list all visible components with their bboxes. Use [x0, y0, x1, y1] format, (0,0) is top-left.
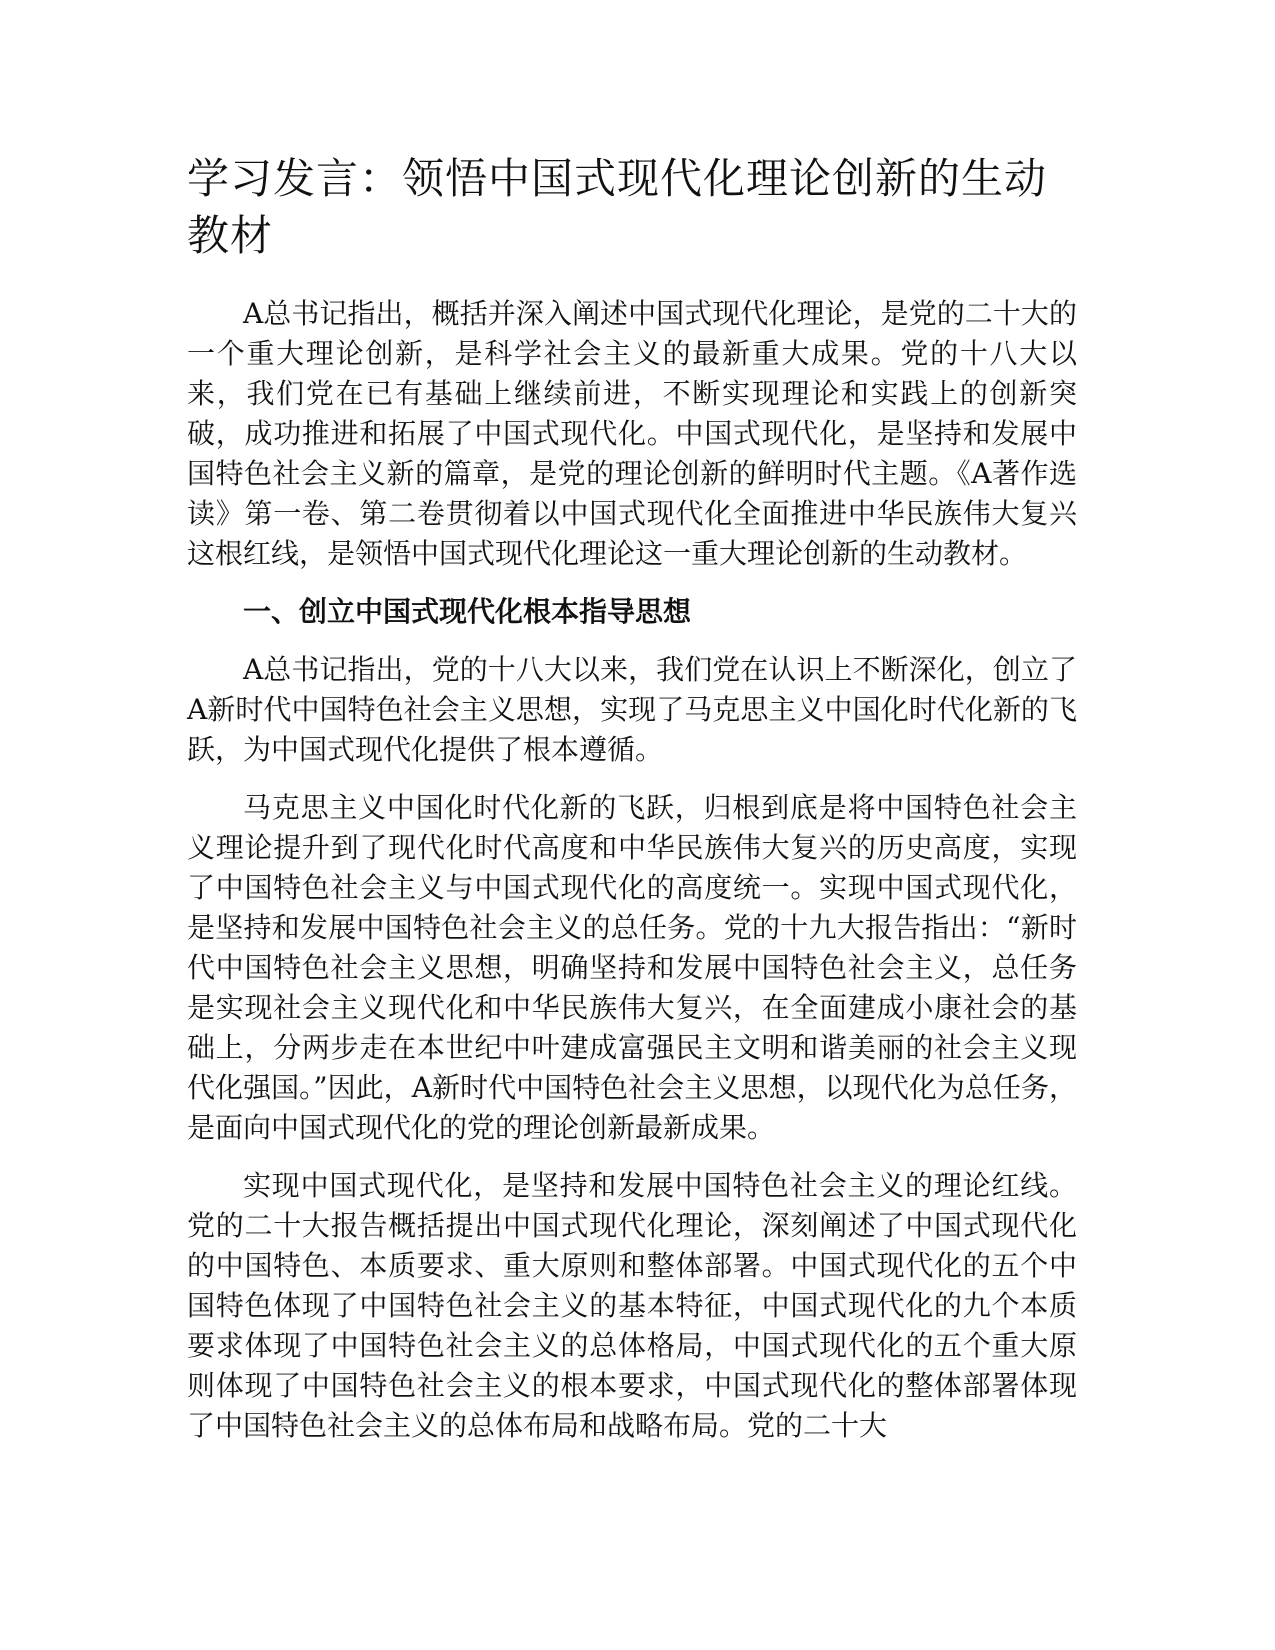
document-page [187, 150, 1077, 1464]
body-paragraph-2: 马克思主义中国化时代化新的飞跃，归根到底是将中国特色社会主义理论提升到了现代化时代高度和中华民族伟大复兴的历史高度，实现了中国特色社会主义与中国式现代化的高度统一。实现中国式现代化，是坚持和发展中国特色社会主义的总任务。党的十九大报告指出：“新时代中国特色社会主义思想，明确坚持和发展中国特色社会主义，总任务是实现社会主义现代化和中华民族伟大复兴，在全面建成小康社会的基础上，分两步走在本世纪中叶建成富强民主文明和谐美丽的社会主义现代化强国。”因此，A新时代中国特色社会主义思想，以现代化为总任务，是面向中国式现代化的党的理论创新最新成果。 [187, 791, 1077, 1144]
intro-paragraph: A总书记指出，概括并深入阐述中国式现代化理论，是党的二十大的一个重大理论创新，是科学社会主义的最新重大成果。党的十八大以来，我们党在已有基础上继续前进，不断实现理论和实践上的创新突破，成功推进和拓展了中国式现代化。中国式现代化，是坚持和发展中国特色社会主义新的篇章，是党的理论创新的鲜明时代主题。《A著作选读》第一卷、第二卷贯彻着以中国式现代化全面推进中华民族伟大复兴这根红线，是领悟中国式现代化理论这一重大理论创新的生动教材。 [187, 297, 1077, 570]
body-paragraph-3: 实现中国式现代化，是坚持和发展中国特色社会主义的理论红线。党的二十大报告概括提出中国式现代化理论，深刻阐述了中国式现代化的中国特色、本质要求、重大原则和整体部署。中国式现代化的五个中国特色体现了中国特色社会主义的基本特征，中国式现代化的九个本质要求体现了中国特色社会主义的总体格局，中国式现代化的五个重大原则体现了中国特色社会主义的根本要求，中国式现代化的整体部署体现了中国特色社会主义的总体布局和战略布局。党的二十大 [187, 1169, 1077, 1442]
body-paragraph-1: A总书记指出，党的十八大以来，我们党在认识上不断深化，创立了A新时代中国特色社会主义思想，实现了马克思主义中国化时代化新的飞跃，为中国式现代化提供了根本遵循。 [187, 653, 1077, 766]
document-title: 学习发言：领悟中国式现代化理论创新的生动教材 [187, 154, 1048, 260]
section-heading-1: 一、创立中国式现代化根本指导思想 [243, 595, 692, 628]
